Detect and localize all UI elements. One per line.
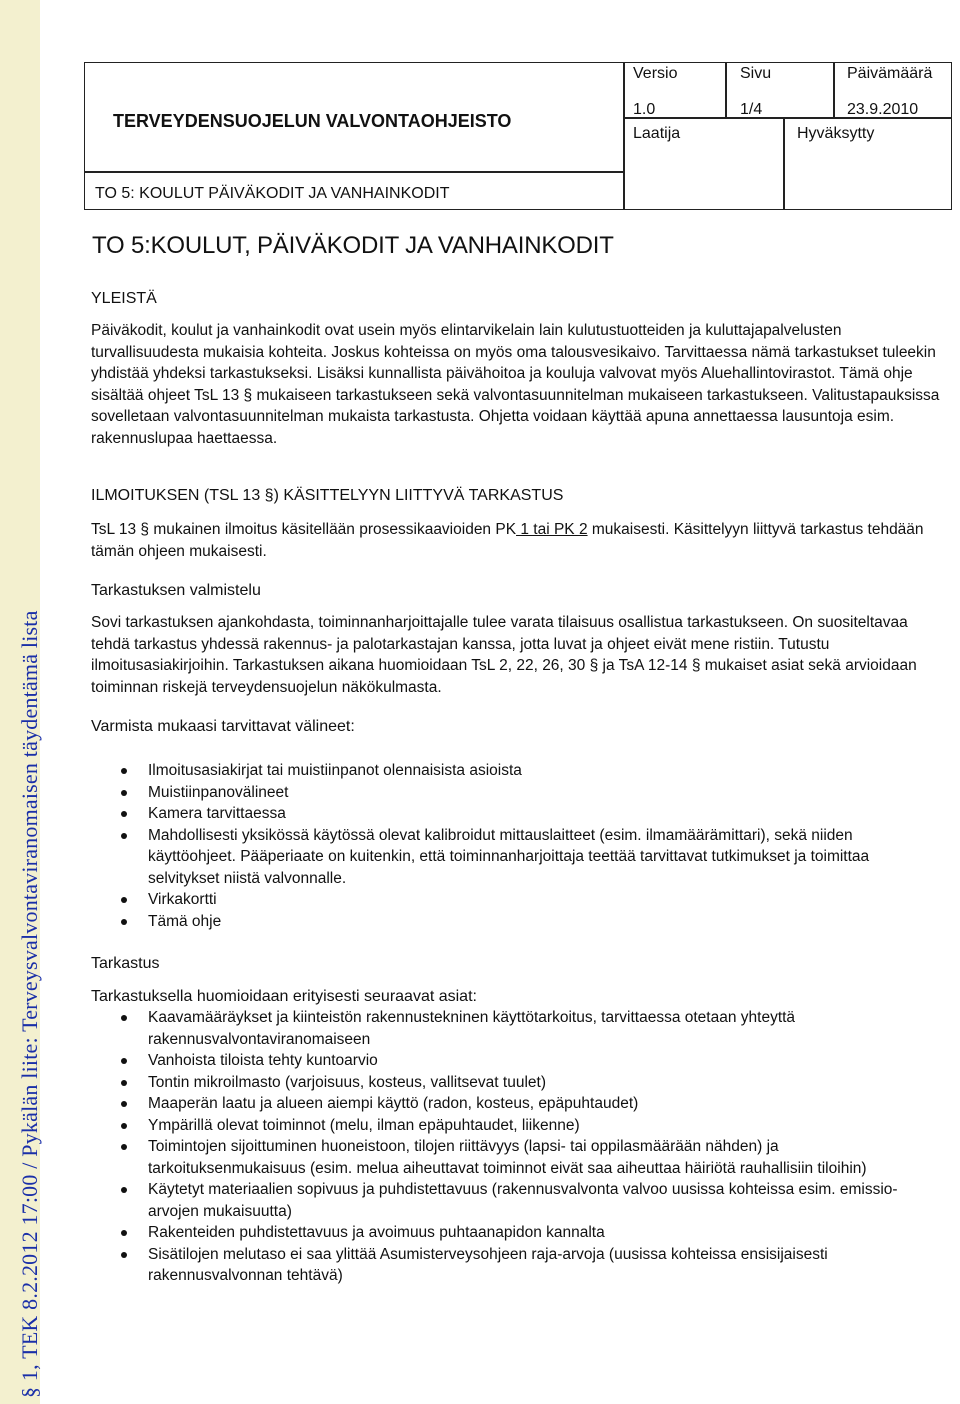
page-title: TO 5:KOULUT, PÄIVÄKODIT JA VANHAINKODIT — [92, 232, 614, 259]
list-item: Tontin mikroilmasto (varjoisuus, kosteus, vallitsevat tuulet) — [118, 1072, 940, 1094]
tools-list — [118, 760, 940, 932]
inspection-list — [118, 1007, 940, 1287]
list-item: Kamera tarvittaessa — [118, 803, 940, 825]
page-label: Sivu — [740, 65, 772, 82]
list-item: Toimintojen sijoittuminen huoneistoon, tilojen riittävyys (lapsi- tai oppilasmäärään nähden) ja tarkoituksenmukaisuus (esim. melua aiheuttavat toiminnot eivät saa aiheuttaa häiriötä rauhallisiin tiloihin) — [118, 1136, 940, 1179]
notification-text-start: TsL 13 § mukainen ilmoitus käsitellään prosessikaavioiden PK — [91, 521, 517, 538]
page-number: 1/4 — [740, 101, 763, 118]
document-title: TERVEYDENSUOJELUN VALVONTAOHJEISTO — [113, 111, 512, 131]
list-item: Muistiinpanovälineet — [118, 782, 940, 804]
document-header — [84, 62, 952, 210]
list-item: Tämä ohje — [118, 911, 940, 933]
general-heading: YLEISTÄ — [91, 290, 157, 307]
preparation-heading: Tarkastuksen valmistelu — [91, 582, 261, 599]
inspection-intro: Tarkastuksella huomioidaan erityisesti seuraavat asiat: — [91, 988, 477, 1005]
notification-paragraph — [91, 519, 941, 562]
list-item: Maaperän laatu ja alueen aiempi käyttö (radon, kosteus, epäpuhtaudet) — [118, 1093, 940, 1115]
section-label: TO 5: KOULUT PÄIVÄKODIT JA VANHAINKODIT — [95, 185, 450, 202]
list-item: Mahdollisesti yksikössä käytössä olevat kalibroidut mittauslaitteet (esim. ilmamäärämittari), sekä niiden käyttöohjeet. Pääperiaate on kuitenkin, että toiminnanharjoittaja teettää tarvittavat tutkimukset ja toimittaa selvitykset niistä valvonnalle. — [118, 825, 940, 890]
notification-heading: ILMOITUKSEN (TSL 13 §) KÄSITTELYYN LIITTYVÄ TARKASTUS — [91, 487, 564, 504]
list-item: Virkakortti — [118, 889, 940, 911]
author-label: Laatija — [633, 125, 681, 142]
list-item: Sisätilojen melutaso ei saa ylittää Asumisterveysohjeen raja-arvoja (uusissa kohteissa ensisijaisesti rakennusvalvonnan tehtävä) — [118, 1244, 940, 1287]
approved-label: Hyväksytty — [797, 125, 875, 142]
margin-stamp — [0, 0, 40, 1404]
tools-heading: Varmista mukaasi tarvittavat välineet: — [91, 718, 355, 735]
version-value: 1.0 — [633, 101, 656, 118]
stamp-text: § 1, TEK 8.2.2012 17:00 / Pykälän liite: Terveysvalvontaviranomaisen täydentämä lista — [17, 610, 42, 1398]
list-item: Rakenteiden puhdistettavuus ja avoimuus puhtaanapidon kannalta — [118, 1222, 940, 1244]
preparation-paragraph: Sovi tarkastuksen ajankohdasta, toiminnanharjoittajalle tulee varata tilaisuus osallistua tarkastukseen. On suositeltavaa tehdä tarkastus yhdessä rakennus- ja palotarkastajan kanssa, jotta luvat ja ohjeet eivät mene ristiin. Tutustu ilmoitusasiakirjoihin. Tarkastuksen aikana huomioidaan TsL 2, 22, 26, 30 § ja TsA 12-14 § mukaiset asiat sekä arvioidaan toiminnan riskejä terveydensuojelun näkökulmasta. — [91, 614, 917, 696]
general-paragraph: Päiväkodit, koulut ja vanhainkodit ovat usein myös elintarvikelain lain kulutustuotteiden ja kuluttajapalvelusten turvallisuudesta mukaisia kohteita. Joskus kohteissa on myös oma talousvesikaivo. Tarvittaessa nämä tarkastukset tuleekin yhdistää yhdeksi tarkastukseksi. Lisäksi kunnallista päivähoitoa ja kouluja valvovat myös Aluehallintovirastot. Tämä ohje sisältää ohjeet TsL 13 § mukaiseen tarkastukseen sekä valvontasuunnitelman mukaiseen tarkastukseen. Valitustapauksissa sovelletaan valvontasuunnitelman mukaista tarkastusta. Ohjetta voidaan käyttää apuna annettaessa lausuntoja esim. rakennuslupaa haettaessa. — [91, 322, 940, 447]
list-item: Ympärillä olevat toiminnot (melu, ilman epäpuhtaudet, liikenne) — [118, 1115, 940, 1137]
list-item: Ilmoitusasiakirjat tai muistiinpanot olennaisista asioista — [118, 760, 940, 782]
date-value: 23.9.2010 — [847, 101, 919, 118]
list-item: Kaavamääräykset ja kiinteistön rakennustekninen käyttötarkoitus, tarvittaessa otetaan yhteyttä rakennusvalvontaviranomaiseen — [118, 1007, 940, 1050]
inspection-heading: Tarkastus — [91, 955, 160, 972]
date-label: Päivämäärä — [847, 65, 933, 82]
version-label: Versio — [633, 65, 678, 82]
list-item: Käytetyt materiaalien sopivuus ja puhdistettavuus (rakennusvalvonta valvoo uusissa kohteissa esim. emissio-arvojen mukaisuutta) — [118, 1179, 940, 1222]
process-chart-link[interactable]: 1 tai PK 2 — [516, 521, 588, 538]
notification-text-end: mukaisesti. Käsittelyyn liittyvä tarkastus tehdään tämän ohjeen mukaisesti. — [91, 521, 924, 560]
list-item: Vanhoista tiloista tehty kuntoarvio — [118, 1050, 940, 1072]
